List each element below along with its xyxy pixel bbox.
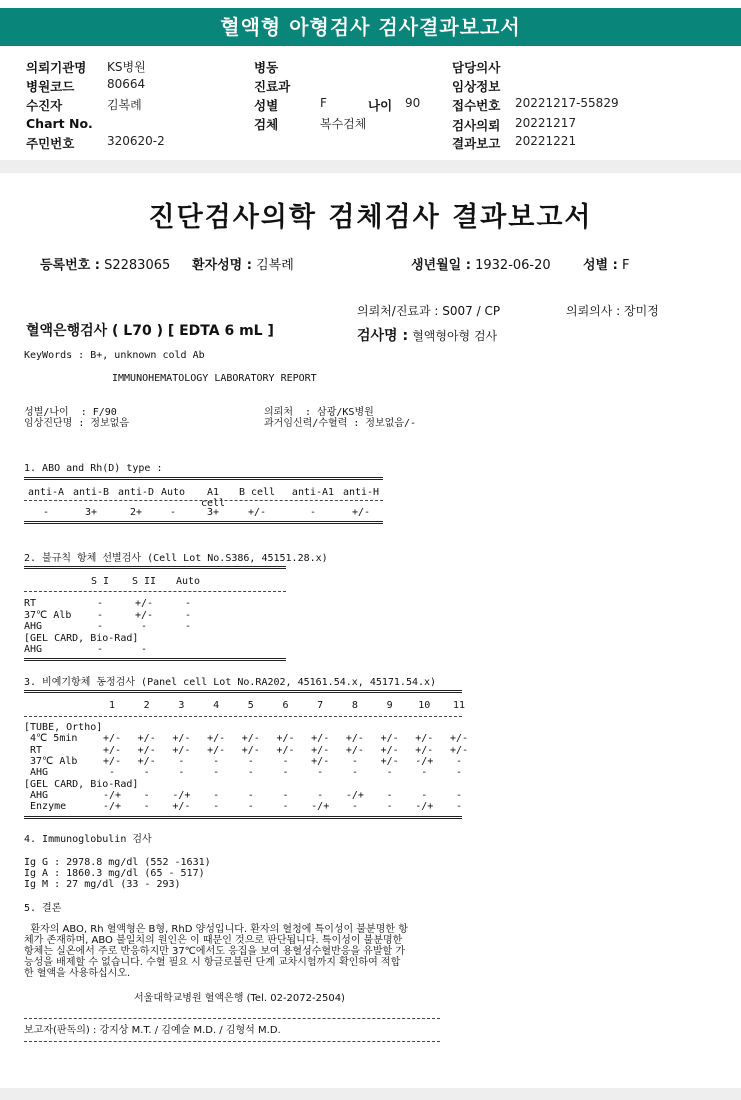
sec3-header-cell: 10 xyxy=(418,700,431,711)
label-patient: 수진자 xyxy=(26,98,63,113)
banner-title: 혈액형 아형검사 검사결과보고서 xyxy=(0,8,741,46)
sec1-header-cell: anti-D xyxy=(117,487,155,498)
sec3-cell: - xyxy=(247,755,254,767)
sec3-cell: - xyxy=(455,755,463,767)
sec3-cell: -/+ xyxy=(415,801,434,813)
iga-line: Ig A : 1860.3 mg/dl (65 - 517) xyxy=(24,868,205,879)
sec1-value-cell: 3+ xyxy=(206,507,220,518)
sec2-cell: - xyxy=(184,621,192,632)
lab-title: IMMUNOHEMATOLOGY LABORATORY REPORT xyxy=(112,373,317,384)
sec2-row-label: AHG xyxy=(24,621,43,632)
sec3-cell: - xyxy=(247,789,254,801)
sec3-row-label: 4℃ 5min xyxy=(24,733,78,745)
divider xyxy=(24,477,383,480)
sec2-cell: - xyxy=(184,609,192,621)
sec3-cell: +/- xyxy=(241,733,260,745)
sec3-cell: +/- xyxy=(102,744,122,756)
sec2-cell: - xyxy=(140,621,148,632)
label-report-date: 결과보고 xyxy=(452,136,501,151)
test-name-info xyxy=(357,325,497,345)
igg-line: Ig G : 2978.8 mg/dl (552 -1631) xyxy=(24,857,211,868)
label-physician: 담당의사 xyxy=(452,60,501,75)
sec2-cell: - xyxy=(140,644,148,655)
reg-label: 등록번호 : xyxy=(40,258,100,273)
doctor-info: 의뢰의사 : 장미정 xyxy=(566,304,659,318)
conclusion-line-3: 항체는 실온에서 주로 반응하지만 37℃에서도 응집을 보여 용혈성수혈반응을 유발할 가 xyxy=(24,946,406,957)
sec3-row-label: Enzyme xyxy=(24,801,67,813)
sec3-header-cell: 2 xyxy=(143,700,150,711)
divider xyxy=(24,1041,440,1042)
divider xyxy=(24,816,462,819)
sec1-header-cell: anti-A1 xyxy=(291,487,335,498)
section-divider xyxy=(0,160,741,173)
sex-age-line: 성별/나이 : F/90 xyxy=(24,407,117,418)
sec3-cell: - xyxy=(351,767,358,779)
sec3-cell: +/- xyxy=(415,744,434,756)
sec3-cell: - xyxy=(213,801,220,813)
sec3-cell: +/- xyxy=(449,733,469,745)
sec1-value-cell: - xyxy=(309,507,317,518)
value-institution: KS병원 xyxy=(107,60,146,74)
label-chart-no: Chart No. xyxy=(26,116,93,131)
history-line: 과거임신력/수혈력 : 정보없음/- xyxy=(264,418,417,429)
label-department: 진료과 xyxy=(254,79,291,94)
sec3-cell: +/- xyxy=(137,733,156,745)
sec3-cell: - xyxy=(282,767,289,779)
divider xyxy=(24,1018,440,1019)
dob-info xyxy=(411,254,551,273)
requester-line: 의뢰처 : 삼광/KS병원 xyxy=(264,407,374,418)
dob-label: 생년월일 : xyxy=(411,258,471,273)
sec3-header-cell: 8 xyxy=(351,700,358,711)
sec3-cell: +/- xyxy=(345,744,364,756)
dept-info: 의뢰처/진료과 : S007 / CP xyxy=(357,304,501,318)
sec3-cell: +/- xyxy=(345,733,364,745)
sec3-cell: - xyxy=(455,767,463,779)
value-request-date: 20221217 xyxy=(515,116,577,130)
divider xyxy=(24,500,383,501)
label-ward: 병동 xyxy=(254,60,279,75)
sec3-cell: +/- xyxy=(137,744,156,756)
sec3-cell: - xyxy=(351,755,358,767)
sec3-cell: - xyxy=(108,767,116,779)
sec3-cell: +/- xyxy=(380,733,399,745)
sec2-cell: - xyxy=(96,609,104,621)
value-sex: F xyxy=(320,96,327,110)
sec2-cell: +/- xyxy=(134,609,154,621)
divider xyxy=(24,658,286,661)
sec3-header-cell: 4 xyxy=(213,700,220,711)
sec3-header-cell: 6 xyxy=(282,700,289,711)
sec3-cell: +/- xyxy=(241,744,260,756)
conclusion-line-2: 체가 존재하며, ABO 불일치의 원인은 이 때문인 것으로 판단됩니다. 특이성이 불분명한 xyxy=(24,935,403,946)
sec1-value-cell: - xyxy=(42,507,50,518)
sec3-cell: - xyxy=(351,801,358,813)
label-request-date: 검사의뢰 xyxy=(452,118,501,133)
sec3-cell: +/- xyxy=(172,801,191,813)
sec1-title: 1. ABO and Rh(D) type : xyxy=(24,463,163,474)
sec3-cell: - xyxy=(386,801,393,813)
value-receipt-no: 20221217-55829 xyxy=(515,96,619,110)
sec3-cell: - xyxy=(421,767,428,779)
keywords: KeyWords : B+, unknown cold Ab xyxy=(24,350,205,361)
sec3-row-label: RT xyxy=(24,744,43,756)
sec1-header-cell: B cell xyxy=(238,487,276,498)
sec3-cell: -/+ xyxy=(311,801,330,813)
sec3-cell: +/- xyxy=(276,733,295,745)
conclusion-line-5: 한 혈액을 사용하십시오. xyxy=(24,968,131,979)
sec3-cell: +/- xyxy=(311,755,330,767)
sec3-cell: +/- xyxy=(449,744,469,756)
sec3-row-label: [TUBE, Ortho] xyxy=(24,722,103,733)
sec5-title: 5. 결론 xyxy=(24,903,62,914)
conclusion-line-4: 능성을 배제할 수 없습니다. 수혈 필요 시 항글로불린 단계 교차시험까지 확인하여 적합 xyxy=(24,957,401,968)
sex-value: F xyxy=(621,258,630,273)
sec3-cell: - xyxy=(317,789,324,801)
label-clinical-info: 임상정보 xyxy=(452,79,501,94)
divider xyxy=(24,690,462,693)
sex-info xyxy=(583,254,629,273)
sec3-cell: - xyxy=(213,755,220,767)
sec3-cell: - xyxy=(213,789,220,801)
sec4-title: 4. Immunoglobulin 검사 xyxy=(24,834,152,845)
sec3-row-label: 37℃ Alb xyxy=(24,755,78,767)
igm-line: Ig M : 27 mg/dl (33 - 293) xyxy=(24,879,181,890)
sec3-cell: - xyxy=(386,789,393,801)
sec3-cell: -/+ xyxy=(102,789,122,801)
value-hospital-code: 80664 xyxy=(107,77,146,91)
sec3-cell: +/- xyxy=(311,733,330,745)
sec3-cell: -/+ xyxy=(415,755,434,767)
sec3-cell: - xyxy=(213,767,220,779)
value-report-date: 20221221 xyxy=(515,134,577,148)
sec1-value-cell: 3+ xyxy=(84,507,98,518)
sec2-cell: - xyxy=(96,598,104,609)
sec3-header-cell: 11 xyxy=(452,700,466,711)
sec3-cell: - xyxy=(282,789,289,801)
sec1-header-cell: Auto xyxy=(160,487,186,498)
sec3-cell: - xyxy=(143,767,150,779)
name-value: 김복례 xyxy=(256,258,294,273)
patient-name-info xyxy=(192,254,294,273)
sec3-header-cell: 5 xyxy=(247,700,254,711)
divider xyxy=(24,716,462,717)
sec3-cell: - xyxy=(143,789,150,801)
sec2-row-label: AHG xyxy=(24,644,43,655)
sec2-header-cell: S I xyxy=(90,576,110,587)
label-receipt-no: 접수번호 xyxy=(452,98,501,113)
sec3-cell: - xyxy=(143,801,150,813)
sec3-cell: +/- xyxy=(380,744,399,756)
sec3-header-cell: 9 xyxy=(386,700,393,711)
reporter-line: 보고자(판독의) : 강지상 M.T. / 김예슬 M.D. / 김형석 M.D. xyxy=(24,1025,281,1036)
divider xyxy=(24,591,286,592)
test-label: 검사명 : xyxy=(357,328,409,344)
label-resident-no: 주민번호 xyxy=(26,136,75,151)
sec1-header-cell: anti-B xyxy=(72,487,110,498)
sec3-cell: - xyxy=(247,801,254,813)
reg-value: S2283065 xyxy=(104,258,171,273)
sec1-header-cell: A1 cell xyxy=(200,487,226,509)
sec3-cell: - xyxy=(455,789,463,801)
sec1-header-cell: anti-A xyxy=(27,487,65,498)
sec3-header-cell: 1 xyxy=(108,700,116,711)
sec3-cell: +/- xyxy=(102,755,122,767)
dob-value: 1932-06-20 xyxy=(475,258,551,273)
diagnosis-line: 임상진단명 : 정보없음 xyxy=(24,418,130,429)
sec2-title: 2. 불규칙 항체 선별검사 (Cell Lot No.S386, 45151.28.x) xyxy=(24,553,328,564)
sec3-cell: - xyxy=(282,755,289,767)
sec1-value-cell: 2+ xyxy=(129,507,143,518)
sec2-cell: +/- xyxy=(134,598,154,609)
sec3-cell: +/- xyxy=(415,733,434,745)
sec1-header-cell: anti-H xyxy=(342,487,380,498)
registration-info xyxy=(40,254,170,273)
label-specimen: 검체 xyxy=(254,117,279,132)
sec3-cell: +/- xyxy=(276,744,295,756)
sec3-row-label: [GEL CARD, Bio-Rad] xyxy=(24,778,139,790)
sec3-header-cell: 3 xyxy=(178,700,185,711)
sec2-row-label: 37℃ Alb xyxy=(24,609,72,621)
sec1-value-cell: - xyxy=(169,507,177,518)
signature-line: 서울대학교병원 혈액은행 (Tel. 02-2072-2504) xyxy=(134,993,345,1004)
sec3-cell: - xyxy=(386,767,393,779)
section-header: 혈액은행검사 ( L70 ) [ EDTA 6 mL ] xyxy=(26,323,274,339)
sec3-cell: +/- xyxy=(102,733,122,745)
conclusion-line-1: 환자의 ABO, Rh 혈액형은 B형, RhD 양성입니다. 환자의 혈청에 특이성이 불분명한 항 xyxy=(24,924,408,935)
sec2-cell: - xyxy=(96,621,104,632)
sec3-cell: +/- xyxy=(380,755,399,767)
sec3-cell: - xyxy=(247,767,254,779)
sec1-value-cell: +/- xyxy=(247,507,267,518)
sex-label: 성별 : xyxy=(583,258,618,273)
sec3-header-cell: 7 xyxy=(317,700,324,711)
label-age: 나이 xyxy=(368,98,393,113)
sec3-cell: - xyxy=(178,755,185,767)
sec3-cell: +/- xyxy=(172,744,191,756)
divider xyxy=(24,566,286,569)
sec3-cell: +/- xyxy=(311,744,330,756)
label-hospital-code: 병원코드 xyxy=(26,79,75,94)
sec2-header-cell: S II xyxy=(131,576,157,587)
header-info xyxy=(0,54,741,154)
sec3-row-label: AHG xyxy=(24,789,49,801)
sec2-cell: - xyxy=(96,644,104,655)
sec3-cell: +/- xyxy=(207,733,226,745)
sec3-cell: +/- xyxy=(137,755,156,767)
sec3-cell: - xyxy=(421,789,428,801)
sec3-cell: - xyxy=(317,767,324,779)
sec2-row-label: RT xyxy=(24,598,37,609)
sec1-value-cell: +/- xyxy=(351,507,371,518)
footer-strip xyxy=(0,1088,741,1100)
value-specimen: 복수검체 xyxy=(320,117,367,131)
value-age: 90 xyxy=(405,96,421,110)
sec2-cell: - xyxy=(184,598,192,609)
name-label: 환자성명 : xyxy=(192,258,252,273)
label-sex: 성별 xyxy=(254,98,279,113)
sec3-cell: +/- xyxy=(172,733,191,745)
value-patient: 김복례 xyxy=(107,98,142,112)
sec2-row-label: [GEL CARD, Bio-Rad] xyxy=(24,632,139,644)
report-title: 진단검사의학 검체검사 결과보고서 xyxy=(148,202,593,233)
test-value: 혈액형아형 검사 xyxy=(412,329,498,343)
sec3-cell: -/+ xyxy=(172,789,191,801)
label-institution: 의뢰기관명 xyxy=(26,60,87,75)
sec3-cell: +/- xyxy=(207,744,226,756)
sec3-cell: -/+ xyxy=(102,801,122,813)
sec3-cell: -/+ xyxy=(345,789,364,801)
value-resident-no: 320620-2 xyxy=(107,134,165,148)
divider xyxy=(24,521,383,524)
sec3-row-label: AHG xyxy=(24,767,49,779)
sec3-cell: - xyxy=(282,801,289,813)
sec3-cell: - xyxy=(455,801,463,813)
sec3-cell: - xyxy=(178,767,185,779)
sec3-title: 3. 비예기항체 동정검사 (Panel cell Lot No.RA202, 45161.54.x, 45171.54.x) xyxy=(24,677,437,688)
sec2-header-cell: Auto xyxy=(175,576,201,587)
